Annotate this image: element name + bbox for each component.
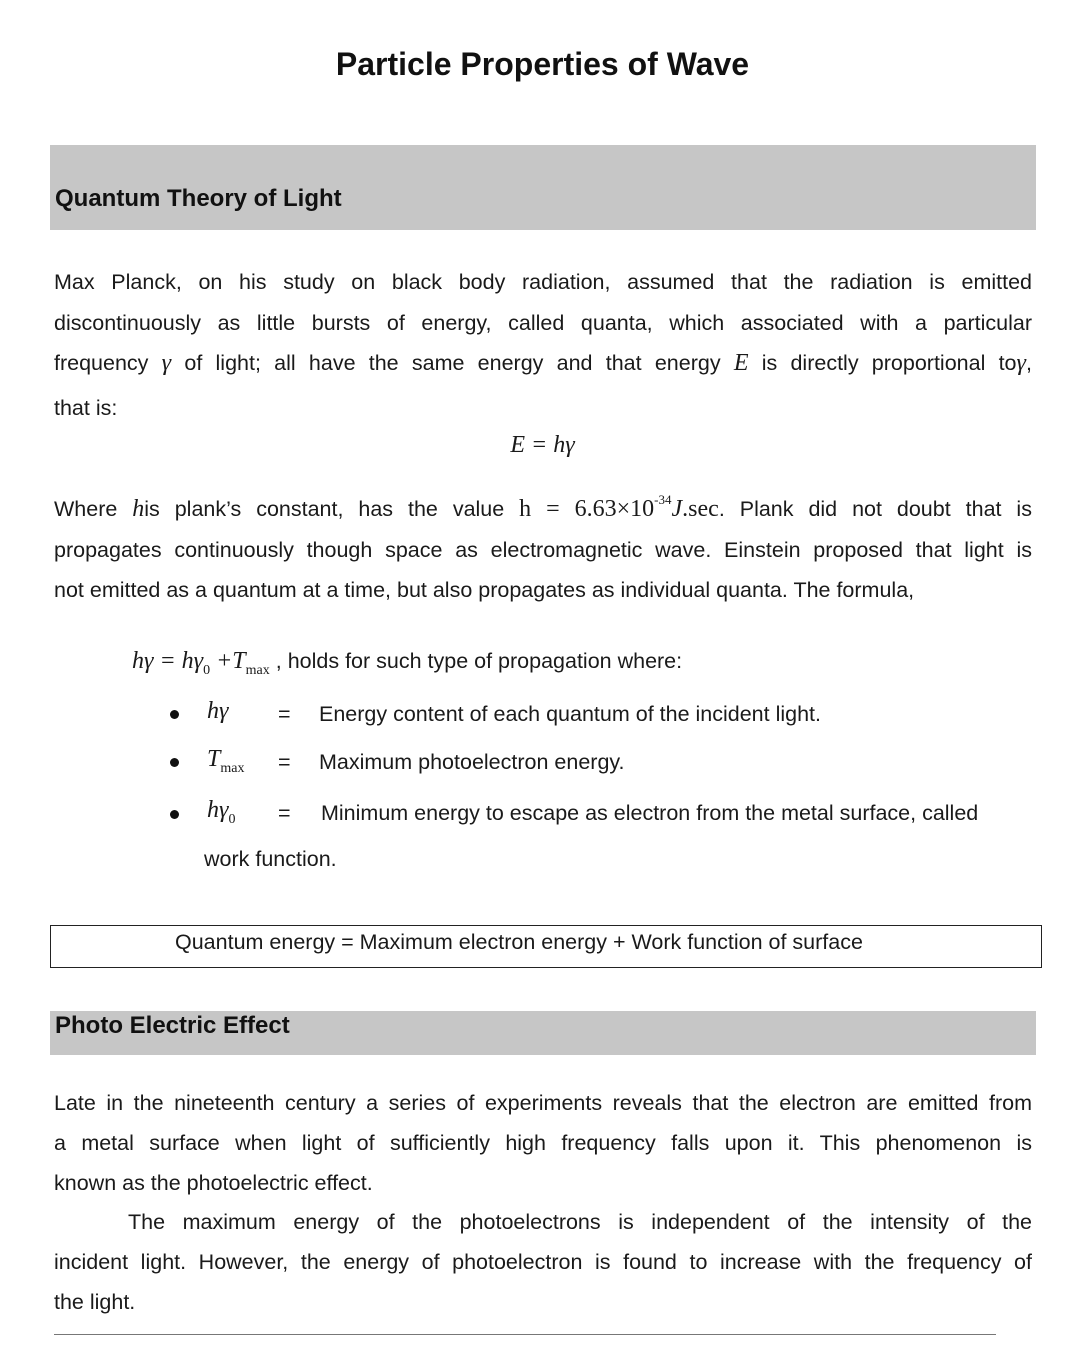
unit-symbol: J	[671, 496, 683, 522]
footer-rule	[54, 1334, 996, 1335]
summary-text: Quantum energy = Maximum electron energy + Work function of surface	[175, 930, 863, 954]
where-paragraph	[54, 480, 1032, 611]
equals-sign: =	[278, 702, 291, 726]
equation-main	[0, 432, 1080, 459]
text-span: is plank’s constant, has the value	[144, 497, 505, 521]
text-span: Where	[54, 497, 118, 521]
definition-text: Energy content of each quantum of the incident light.	[319, 702, 821, 726]
formula-plus-t: +T	[210, 648, 246, 674]
summary-box	[50, 925, 1042, 968]
definition-continuation: work function.	[204, 847, 337, 871]
formula-lhs: hγ = hγ	[132, 648, 204, 674]
text-line: The maximum energy of the photoelectrons is independent of the intensity of the	[128, 1210, 1032, 1235]
text-span: ,	[1025, 351, 1032, 375]
term-symbol: T	[207, 746, 221, 772]
bullet-icon	[170, 810, 179, 819]
text-line	[54, 480, 1032, 530]
text-line: not emitted as a quantum at a time, but also propagates as individual quanta. The formula,	[54, 578, 915, 602]
text-line: Late in the nineteenth century a series of experiments reveals that the electron are emitted from	[54, 1091, 1032, 1115]
section-heading: Photo Electric Effect	[55, 1012, 290, 1039]
text-span: . Plank did not doubt that is	[718, 497, 1032, 521]
formula-comma: ,	[269, 649, 282, 673]
formula-sub: max	[245, 663, 270, 678]
definition-term	[207, 797, 235, 828]
definition-text: Maximum photoelectron energy.	[319, 750, 625, 774]
definition-term	[207, 698, 228, 725]
planck-number: h = 6.63×10	[519, 496, 655, 522]
equals-sign: =	[278, 801, 291, 825]
photoelectric-paragraph	[54, 1084, 1032, 1323]
section-header-quantum-theory	[50, 145, 1036, 230]
text-span: of light; all have the same energy and that energy	[184, 351, 721, 375]
text-line: the light.	[54, 1289, 136, 1314]
equals-sign: =	[278, 750, 291, 774]
text-line: that is:	[54, 395, 118, 420]
math-symbol: E	[733, 350, 749, 376]
text-line: propagates continuously though space as electromagnetic wave. Einstein proposed that light is	[54, 537, 1032, 562]
term-symbol: hγ	[207, 797, 229, 823]
text-line: a metal surface when light of sufficiently high frequency falls upon it. This phenomenon is	[54, 1130, 1032, 1155]
bullet-icon	[170, 710, 179, 719]
text-line: incident light. However, the energy of photoelectron is found to increase with the frequency of	[54, 1250, 1032, 1275]
text-line: Max Planck, on his study on black body radiation, assumed that the radiation is emitted	[54, 270, 1032, 294]
equation-text: E = hγ	[510, 432, 575, 458]
section-header-photoelectric	[50, 1011, 1036, 1055]
formula-tail: holds for such type of propagation where:	[287, 649, 683, 673]
formula-sub: 0	[203, 663, 211, 678]
formula-line	[132, 648, 682, 679]
planck-exponent: -34	[654, 492, 672, 507]
term-symbol: hγ	[207, 698, 229, 724]
definition-term	[207, 746, 244, 777]
math-symbol: γ	[1016, 350, 1026, 376]
text-line: known as the photoelectric effect.	[54, 1170, 373, 1195]
math-symbol: γ	[161, 350, 172, 376]
intro-paragraph	[54, 262, 1032, 428]
page-title: Particle Properties of Wave	[335, 46, 750, 82]
definition-text: Minimum energy to escape as electron from the metal surface, called	[321, 801, 979, 825]
text-span: frequency	[54, 351, 149, 375]
term-subscript: 0	[228, 812, 236, 827]
bullet-icon	[170, 758, 179, 767]
text-line: discontinuously as little bursts of energy, called quanta, which associated with a particular	[54, 310, 1032, 335]
math-symbol: h	[132, 496, 145, 522]
text-line	[54, 343, 1032, 384]
planck-value	[519, 492, 719, 522]
text-span: is directly proportional to	[761, 351, 1017, 375]
term-subscript: max	[220, 761, 245, 776]
unit-rest: .sec	[682, 496, 719, 522]
section-heading: Quantum Theory of Light	[55, 185, 342, 212]
